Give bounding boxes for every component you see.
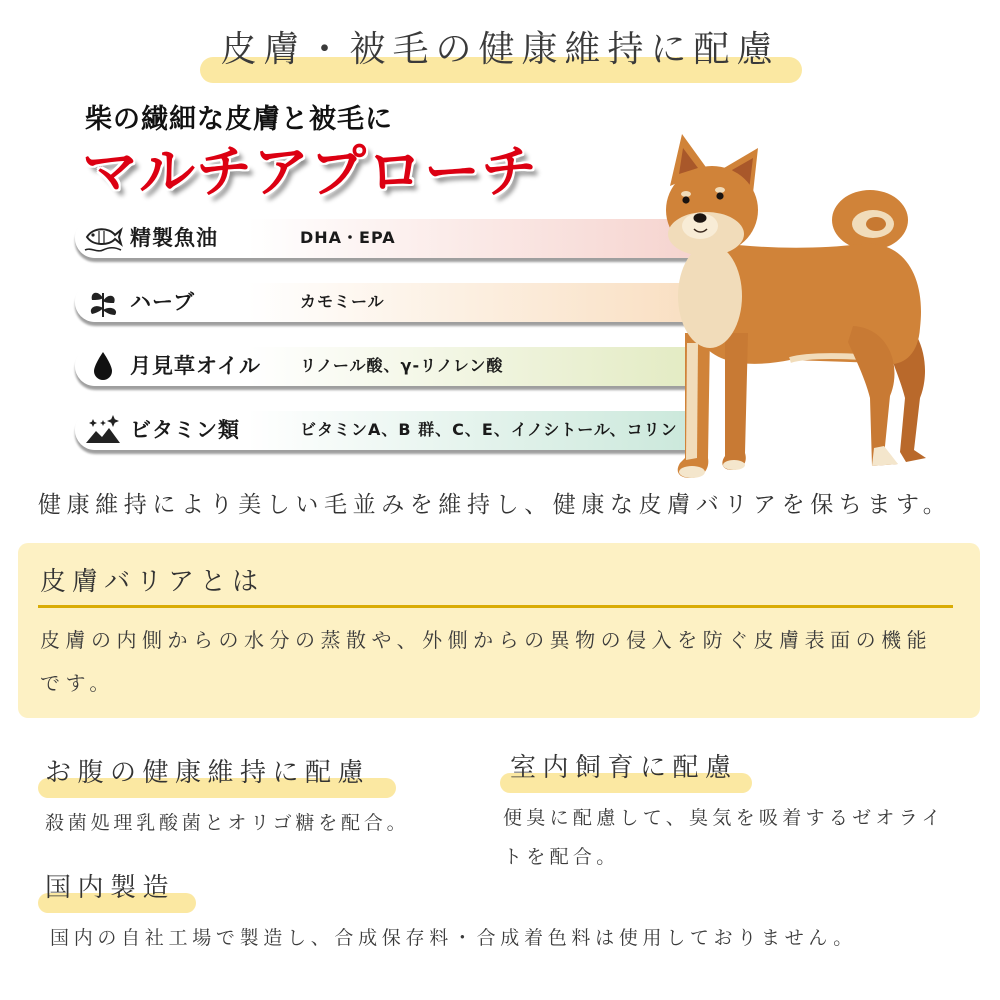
ingredient-row-evening-primrose-oil [75, 346, 693, 386]
ingredient-detail: DHA・EPA [300, 228, 396, 247]
ingredient-row-herb [75, 282, 693, 322]
ingredient-name: 精製魚油 [130, 226, 218, 250]
skin-barrier-panel [18, 543, 980, 718]
tagline: 健康維持により美しい毛並みを維持し、健康な皮膚バリアを保ちます。 [38, 492, 952, 518]
panel-heading: 皮膚バリアとは [40, 567, 265, 597]
ingredient-detail: ビタミンA、B 群、C、E、イノシトール、コリン [300, 420, 678, 439]
sparkle-icon [83, 414, 123, 446]
hero-subtitle: 柴の繊細な皮膚と被毛に [85, 104, 393, 135]
domestic-heading: 国内製造 [45, 873, 176, 903]
ingredient-name: ハーブ [130, 290, 195, 314]
page-title: 皮膚・被毛の健康維持に配慮 [220, 29, 780, 70]
ingredient-name: ビタミン類 [130, 418, 240, 442]
ingredient-detail: リノール酸、γ-リノレン酸 [300, 356, 504, 375]
herb-icon [83, 286, 123, 318]
panel-text: 皮膚の内側からの水分の蒸散や、外側からの異物の侵入を防ぐ皮膚表面の機能です。 [40, 628, 933, 695]
indoor-heading: 室内飼育に配慮 [510, 753, 738, 783]
drop-icon [83, 350, 123, 382]
ingredient-name: 月見草オイル [130, 354, 261, 378]
hero-headline: マルチアプローチ [82, 140, 538, 205]
domestic-text: 国内の自社工場で製造し、合成保存料・合成着色料は使用しておりません。 [50, 927, 857, 949]
gut-text: 殺菌処理乳酸菌とオリゴ糖を配合。 [45, 812, 410, 834]
shiba-dog-photo [650, 128, 940, 488]
panel-divider [38, 605, 953, 608]
ingredient-detail: カモミール [300, 292, 385, 311]
indoor-text: 便臭に配慮して、臭気を吸着するゼオライトを配合。 [503, 807, 945, 868]
gut-heading: お腹の健康維持に配慮 [45, 758, 371, 788]
ingredient-row-vitamins [75, 410, 693, 450]
ingredient-row-fish-oil [75, 218, 693, 258]
fish-icon [83, 222, 123, 254]
